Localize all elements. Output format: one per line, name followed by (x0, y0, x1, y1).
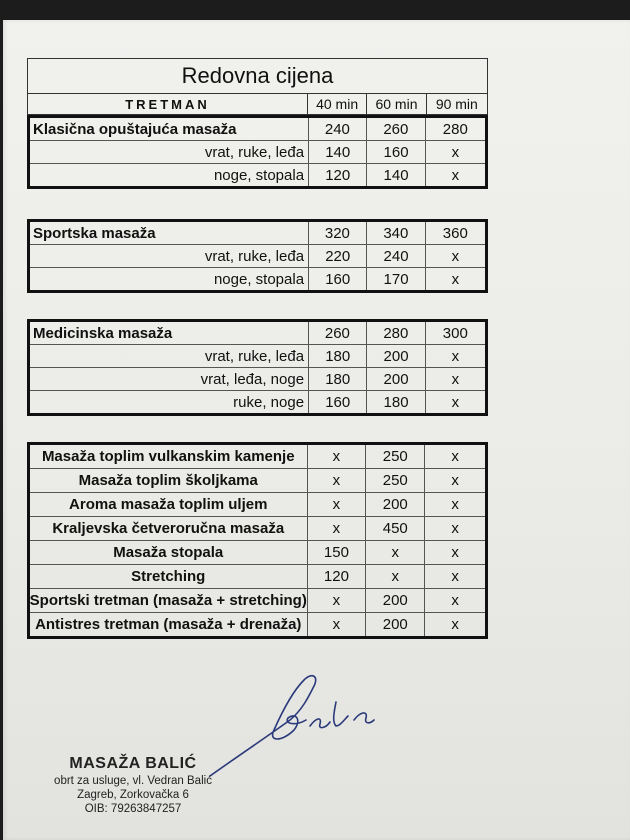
price-90: x (425, 164, 485, 186)
header-60-min: 60 min (366, 94, 425, 114)
row-label: vrat, ruke, leđa (204, 347, 305, 365)
price-40: x (307, 469, 366, 492)
price-90: x (424, 589, 485, 612)
table-row (30, 322, 485, 344)
price-90: x (424, 613, 485, 636)
row-label: Masaža stopala (113, 544, 224, 561)
price-60: 280 (366, 322, 424, 344)
price-90: x (425, 345, 485, 367)
table-row (30, 222, 485, 244)
price-40: 150 (307, 541, 366, 564)
row-label: Sportska masaža (33, 224, 156, 242)
price-60: x (365, 541, 424, 564)
row-label: Klasična opuštajuća masaža (33, 120, 237, 138)
price-60: 340 (366, 222, 424, 244)
price-90: x (424, 565, 485, 588)
price-60: 240 (366, 245, 424, 267)
price-90: 280 (425, 118, 485, 140)
medical-massage-group (27, 319, 488, 416)
price-list (27, 58, 488, 639)
table-row (30, 367, 485, 390)
header-treatment: TRETMAN (125, 96, 210, 112)
table-row (30, 344, 485, 367)
table-row (30, 244, 485, 267)
price-40: 320 (308, 222, 366, 244)
price-90: x (425, 245, 485, 267)
row-label: Masaža toplim vulkanskim kamenje (41, 448, 295, 465)
row-label: Antistres tretman (masaža + drenaža) (35, 616, 302, 633)
row-label: Masaža toplim školjkama (78, 472, 258, 489)
row-label: Medicinska masaža (33, 324, 173, 342)
business-oib: OIB: 79263847257 (84, 803, 182, 815)
handwritten-signature (198, 668, 408, 778)
price-60: 160 (366, 141, 424, 163)
price-90: 300 (425, 322, 485, 344)
table-row (30, 390, 485, 413)
price-40: 160 (308, 391, 366, 413)
table-row (30, 516, 485, 540)
price-60: 200 (365, 589, 424, 612)
price-40: 260 (308, 322, 366, 344)
price-90: x (425, 141, 485, 163)
row-label: Sportski tretman (masaža + stretching) (30, 592, 307, 609)
price-60: 180 (366, 391, 424, 413)
header-row (27, 93, 488, 115)
special-treatments-group (27, 442, 488, 639)
price-60: x (365, 565, 424, 588)
price-40: x (307, 613, 366, 636)
price-40: x (307, 445, 366, 468)
row-label: vrat, leđa, noge (200, 370, 305, 388)
table-row (30, 612, 485, 636)
header-90-min: 90 min (426, 94, 487, 114)
price-60: 250 (365, 445, 424, 468)
price-40: 120 (308, 164, 366, 186)
business-owner-line: obrt za usluge, vl. Vedran Balić (54, 775, 212, 787)
price-40: 180 (308, 368, 366, 390)
price-40: 220 (308, 245, 366, 267)
business-footer (53, 755, 213, 815)
price-40: 140 (308, 141, 366, 163)
price-60: 260 (366, 118, 424, 140)
price-40: x (307, 589, 366, 612)
business-name: MASAŽA BALIĆ (69, 755, 197, 772)
price-40: 160 (308, 268, 366, 290)
business-address: Zagreb, Zorkovačka 6 (77, 789, 189, 801)
paper-sheet (3, 20, 630, 840)
price-60: 450 (365, 517, 424, 540)
table-row (30, 564, 485, 588)
table-row (30, 445, 485, 468)
table-row (30, 140, 485, 163)
price-60: 200 (365, 493, 424, 516)
classic-massage-group (27, 115, 488, 189)
price-90: x (425, 391, 485, 413)
table-row (30, 540, 485, 564)
price-60: 170 (366, 268, 424, 290)
row-label: noge, stopala (213, 270, 305, 288)
table-row (30, 163, 485, 186)
price-90: x (425, 368, 485, 390)
table-row (30, 468, 485, 492)
price-90: x (424, 517, 485, 540)
price-90: x (424, 493, 485, 516)
table-row (30, 118, 485, 140)
price-90: x (424, 445, 485, 468)
title-cell (27, 58, 488, 93)
sports-massage-group (27, 219, 488, 293)
price-list-title: Redovna cijena (181, 63, 334, 88)
row-label: ruke, noge (233, 393, 305, 411)
price-90: x (425, 268, 485, 290)
price-60: 200 (366, 368, 424, 390)
row-label: vrat, ruke, leđa (204, 143, 305, 161)
price-60: 250 (365, 469, 424, 492)
row-label: Kraljevska četveroručna masaža (52, 520, 285, 537)
price-40: 120 (307, 565, 366, 588)
row-label: noge, stopala (213, 166, 305, 184)
price-90: x (424, 541, 485, 564)
price-40: x (307, 493, 366, 516)
price-60: 140 (366, 164, 424, 186)
table-row (30, 588, 485, 612)
price-60: 200 (366, 345, 424, 367)
price-40: 180 (308, 345, 366, 367)
row-label: vrat, ruke, leđa (204, 247, 305, 265)
row-label: Aroma masaža toplim uljem (69, 496, 268, 513)
price-40: 240 (308, 118, 366, 140)
row-label: Stretching (131, 568, 206, 585)
table-row (30, 492, 485, 516)
price-60: 200 (365, 613, 424, 636)
price-90: 360 (425, 222, 485, 244)
price-40: x (307, 517, 366, 540)
header-40-min: 40 min (307, 94, 366, 114)
table-row (30, 267, 485, 290)
price-90: x (424, 469, 485, 492)
